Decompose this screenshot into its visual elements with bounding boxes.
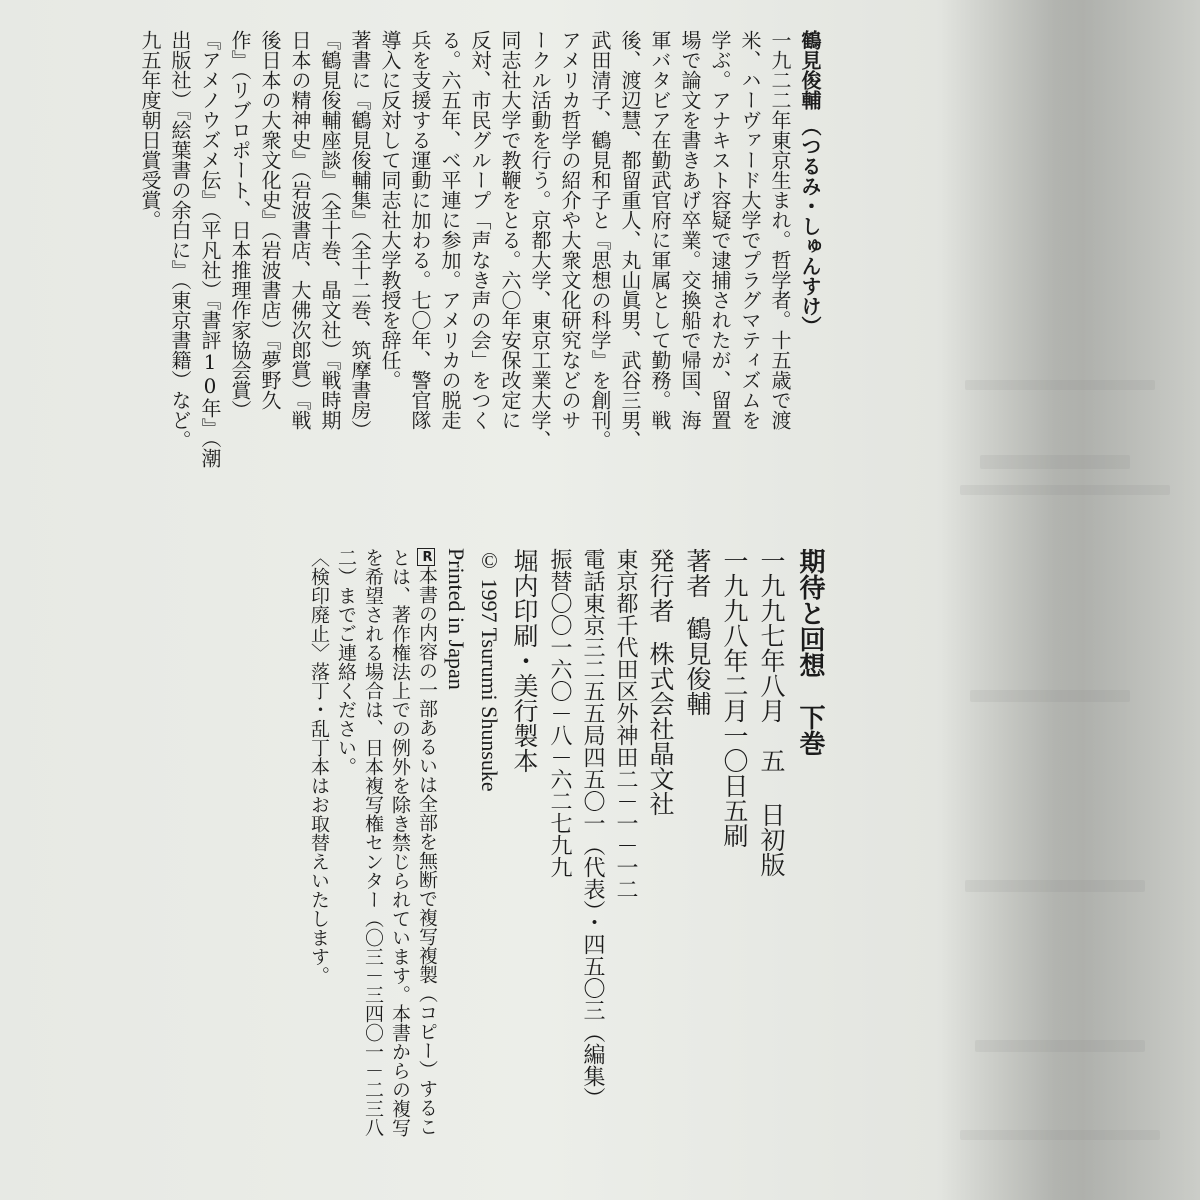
bio-line: 武田清子、鶴見和子と『思想の科学』を創刊。 bbox=[588, 30, 612, 450]
bio-author-name: 鶴見俊輔 bbox=[798, 30, 822, 110]
bio-line: 反対、市民グループ「声なき声の会」をつく bbox=[468, 30, 492, 430]
publisher-address: 東京都千代田区外神田二－一－一二 bbox=[613, 548, 638, 900]
author-biography bbox=[138, 30, 825, 468]
r-mark-icon: R bbox=[417, 548, 435, 566]
author-value: 鶴見俊輔 bbox=[683, 616, 712, 716]
author-label: 著者 bbox=[683, 548, 712, 598]
bio-line: 出版社）『絵葉書の余白に』（東京書籍）など。 bbox=[168, 30, 192, 450]
show-through-mark bbox=[960, 485, 1170, 495]
bio-line: アメリカ哲学の紹介や大衆文化研究などのサ bbox=[558, 30, 582, 430]
page-gutter-shadow bbox=[940, 0, 1200, 1200]
bio-line: 後日本の大衆文化史』（岩波書店）『夢野久 bbox=[258, 30, 282, 410]
publisher-phone: 電話東京三二五五局四五〇一（代表）・四五〇三（編集） bbox=[580, 548, 605, 1109]
bio-line: 著書に『鶴見俊輔集』（全十二巻、筑摩書房） bbox=[348, 30, 372, 440]
bio-line: 作』（リブロポート、日本推理作家協会賞） bbox=[228, 30, 252, 420]
copy-notice-line: 二）までご連絡ください。 bbox=[335, 548, 357, 776]
copy-notice-text: 本書の内容の一部あるいは全部を無断で複写複製（コピー）するこ bbox=[416, 566, 438, 1136]
show-through-mark bbox=[960, 1130, 1160, 1140]
bio-name-line bbox=[795, 30, 825, 450]
copyright-line: © 1997 Tsurumi Shunsuke bbox=[477, 548, 502, 792]
bio-author-reading: （つるみ・しゅんすけ） bbox=[798, 116, 822, 336]
bio-line: 九五年度朝日賞受賞。 bbox=[138, 30, 162, 230]
show-through-mark bbox=[965, 880, 1145, 892]
bio-line: る。六五年、べ平連に参加。アメリカの脱走 bbox=[438, 30, 462, 430]
bio-line: 後、渡辺慧、都留重人、丸山眞男、武谷三男、 bbox=[618, 30, 642, 450]
bio-line: 軍バタビア在勤武官府に軍属として勤務。戦 bbox=[648, 30, 672, 430]
postal-transfer-account: 振替〇〇一六〇－八－六二七九九 bbox=[547, 548, 572, 878]
printed-in-line: Printed in Japan bbox=[444, 548, 469, 690]
bio-line: 学ぶ。アナキスト容疑で逮捕されたが、留置 bbox=[708, 30, 732, 430]
bio-line: 場で論文を書きあげ卒業。交換船で帰国、海 bbox=[678, 30, 702, 430]
fifth-printing-date: 一九九八年二月一〇日五刷 bbox=[720, 548, 749, 848]
show-through-mark bbox=[965, 380, 1155, 390]
publisher-label: 発行者 bbox=[646, 548, 675, 623]
copy-notice-line: とは、著作権法上での例外を除き禁じられています。本書からの複写 bbox=[389, 548, 411, 1137]
stamp-notice: 〈検印廃止〉落丁・乱丁本はお取替えいたします。 bbox=[308, 548, 330, 985]
bio-line: 一九二二年東京生まれ。哲学者。十五歳で渡 bbox=[768, 30, 792, 430]
bio-line: ークル活動を行う。京都大学、東京工業大学、 bbox=[528, 30, 552, 450]
printer-binder: 堀内印刷・美行製本 bbox=[510, 548, 539, 773]
book-title-line bbox=[790, 548, 830, 988]
bio-line: 同志社大学で教鞭をとる。六〇年安保改定に bbox=[498, 30, 522, 430]
copy-notice-line: を希望される場合は、日本複写権センター（〇三－三四〇一－二三八 bbox=[362, 548, 384, 1137]
bio-line: 『鶴見俊輔座談』（全十巻、晶文社）『戦時期 bbox=[318, 30, 342, 430]
colophon-block bbox=[150, 548, 830, 1137]
bio-line: 米、ハーヴァード大学でプラグマティズムを bbox=[738, 30, 762, 430]
publisher-value: 株式会社晶文社 bbox=[646, 641, 675, 816]
bio-line: 日本の精神史』（岩波書店、大佛次郎賞）『戦 bbox=[288, 30, 312, 430]
copy-notice-line bbox=[413, 548, 440, 1136]
bio-line: 兵を支援する運動に加わる。七〇年、警官隊 bbox=[408, 30, 432, 430]
bio-line: 『アメノウズメ伝』（平凡社）『書評10年』（潮 bbox=[198, 30, 222, 468]
first-edition-date: 一九九七年八月 五 日初版 bbox=[757, 548, 786, 877]
book-title: 期待と回想 bbox=[795, 548, 825, 678]
author-line bbox=[679, 548, 716, 988]
show-through-mark bbox=[970, 690, 1130, 702]
book-volume: 下巻 bbox=[795, 704, 825, 756]
show-through-mark bbox=[975, 1040, 1145, 1052]
publisher-line bbox=[642, 548, 679, 988]
bio-line: 導入に反対して同志社大学教授を辞任。 bbox=[378, 30, 402, 390]
show-through-mark bbox=[980, 455, 1130, 469]
